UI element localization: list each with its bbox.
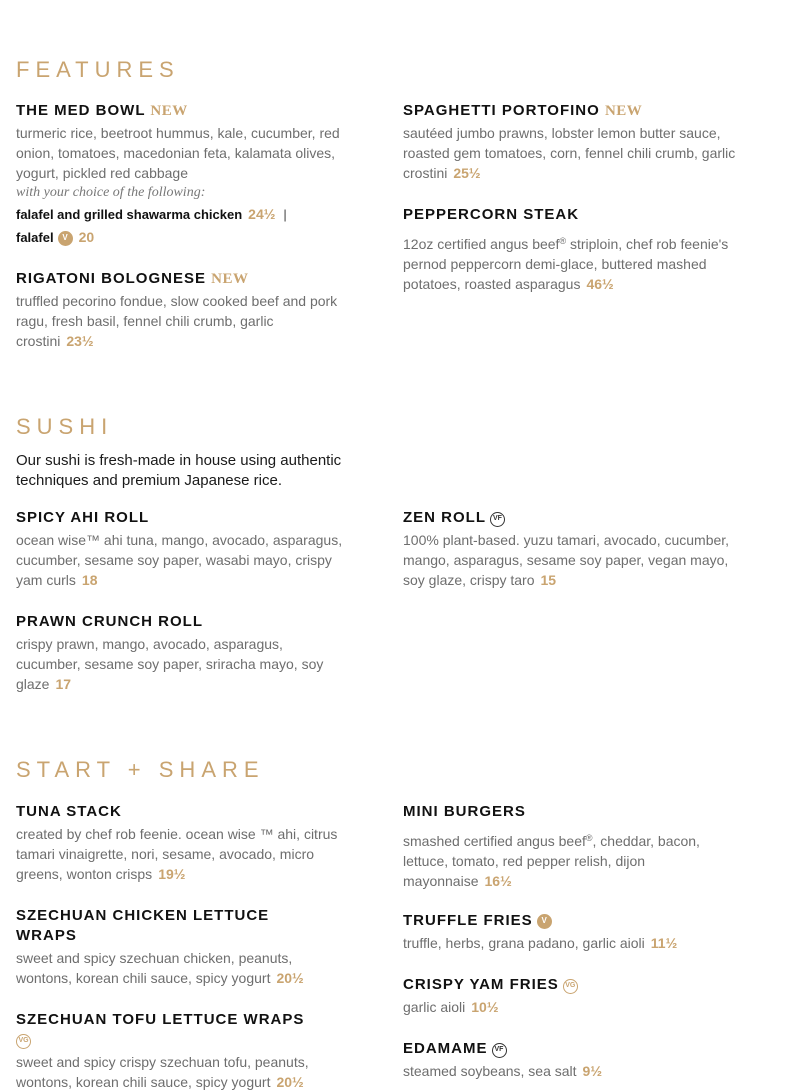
item-name: PRAWN CRUNCH ROLL <box>16 613 203 630</box>
item-description: ocean wise™ ahi tuna, mango, avocado, asparagus, cucumber, sesame soy paper, wasabi mayo, crispy yam curls <box>16 532 343 588</box>
option-price: 20 <box>78 229 95 245</box>
menu-item-tuna-stack <box>16 802 351 884</box>
item-name: ZEN ROLL <box>403 509 486 526</box>
menu-item-truffle-fries <box>403 911 738 953</box>
item-description: sweet and spicy crispy szechuan tofu, peanuts, wontons, korean chili sauce, spicy yogurt <box>16 1054 309 1090</box>
sushi-title: SUSHI <box>16 414 114 439</box>
item-name: TRUFFLE FRIES <box>403 912 533 929</box>
menu-item-rigatoni <box>16 269 351 351</box>
item-name: PEPPERCORN STEAK <box>403 206 580 223</box>
item-name: SPICY AHI ROLL <box>16 509 150 526</box>
vegetarian-icon: V <box>537 914 552 929</box>
item-description: created by chef rob feenie. ocean wise ™ ahi, citrus tamari vinaigrette, nori, sesame, avocado, micro greens, wonton crisps <box>16 826 338 882</box>
item-price: 17 <box>55 676 72 692</box>
vegan-icon: VG <box>16 1034 31 1049</box>
menu-item-prawn-crunch-roll <box>16 612 351 694</box>
item-description-cont: striploin, chef rob feenie's pernod peppercorn demi-glace, buttered mashed potatoes, roasted asparagus <box>403 236 729 292</box>
menu-item-crispy-yam-fries <box>403 975 738 1017</box>
item-price: 9½ <box>582 1063 603 1079</box>
menu-item-edamame <box>403 1039 738 1081</box>
item-description: sweet and spicy szechuan chicken, peanuts, wontons, korean chili sauce, spicy yogurt <box>16 950 293 986</box>
option-price: 24½ <box>248 206 276 222</box>
item-price: 23½ <box>66 333 94 349</box>
item-description: 12oz certified angus beef <box>403 236 560 252</box>
option-label: falafel <box>16 230 54 245</box>
menu-item-zen-roll <box>403 508 738 590</box>
item-description: steamed soybeans, sea salt <box>403 1063 577 1079</box>
item-name: TUNA STACK <box>16 803 122 820</box>
item-price: 11½ <box>650 935 678 951</box>
item-price: 10½ <box>471 999 499 1015</box>
start-share-title: START + SHARE <box>16 757 265 782</box>
choice-label: with your choice of the following: <box>16 185 206 200</box>
item-price: 46½ <box>586 276 614 292</box>
menu-item-chicken-lettuce-wraps <box>16 906 316 988</box>
new-label: NEW <box>150 103 188 119</box>
item-name: THE MED BOWL <box>16 102 146 119</box>
menu-item-spaghetti <box>403 101 738 183</box>
item-description: 100% plant-based. yuzu tamari, avocado, cucumber, mango, asparagus, sesame soy paper, vegan mayo, soy glaze, crispy taro <box>403 532 730 588</box>
item-name: SZECHUAN TOFU LETTUCE WRAPS <box>16 1011 305 1028</box>
option-label: falafel and grilled shawarma chicken <box>16 207 243 222</box>
item-description: garlic aioli <box>403 999 466 1015</box>
item-name: MINI BURGERS <box>403 803 526 820</box>
new-label: NEW <box>211 271 249 287</box>
item-name: CRISPY YAM FRIES <box>403 976 559 993</box>
item-description: crispy prawn, mango, avocado, asparagus, cucumber, sesame soy paper, sriracha mayo, soy glaze <box>16 636 324 692</box>
registered-mark: ® <box>559 236 567 246</box>
registered-mark: ® <box>585 833 593 843</box>
vegetarian-icon: V <box>58 231 73 246</box>
item-name: EDAMAME <box>403 1040 488 1057</box>
item-price: 18 <box>81 572 98 588</box>
menu-item-med-bowl <box>16 101 351 249</box>
item-name: SPAGHETTI PORTOFINO <box>403 102 600 119</box>
features-title: FEATURES <box>16 57 180 82</box>
item-price: 20½ <box>276 970 304 986</box>
item-price: 25½ <box>453 165 481 181</box>
sushi-intro: Our sushi is fresh-made in house using authentic techniques and premium Japanese rice. <box>16 452 342 489</box>
option-separator: | <box>283 207 287 222</box>
vegan-friendly-icon: VF <box>492 1043 507 1058</box>
item-price: 19½ <box>158 866 186 882</box>
menu-item-spicy-ahi-roll <box>16 508 351 590</box>
item-description: truffled pecorino fondue, slow cooked beef and pork ragu, fresh basil, fennel chili crumb, garlic crostini <box>16 293 338 349</box>
item-price: 20½ <box>276 1074 304 1090</box>
item-price: 16½ <box>484 873 512 889</box>
item-description: sautéed jumbo prawns, lobster lemon butter sauce, roasted gem tomatoes, corn, fennel chili crumb, garlic crostini <box>403 125 736 181</box>
item-description: truffle, herbs, grana padano, garlic aioli <box>403 935 645 951</box>
vegan-icon: VG <box>563 979 578 994</box>
item-description: smashed certified angus beef <box>403 833 586 849</box>
vegan-friendly-icon: VF <box>490 512 505 527</box>
new-label: NEW <box>604 103 643 119</box>
item-name: RIGATONI BOLOGNESE <box>16 270 206 287</box>
item-description-cont: , cheddar, bacon, lettuce, tomato, red pepper relish, dijon mayonnaise <box>403 833 700 889</box>
item-name: SZECHUAN CHICKEN LETTUCE WRAPS <box>16 907 270 944</box>
menu-item-mini-burgers <box>403 802 738 891</box>
menu-item-peppercorn-steak <box>403 205 738 294</box>
menu-item-tofu-lettuce-wraps <box>16 1010 316 1092</box>
item-description: turmeric rice, beetroot hummus, kale, cucumber, red onion, tomatoes, macedonian feta, kalamata olives, yogurt, pickled red cabbage <box>16 125 340 181</box>
item-price: 15 <box>540 572 557 588</box>
